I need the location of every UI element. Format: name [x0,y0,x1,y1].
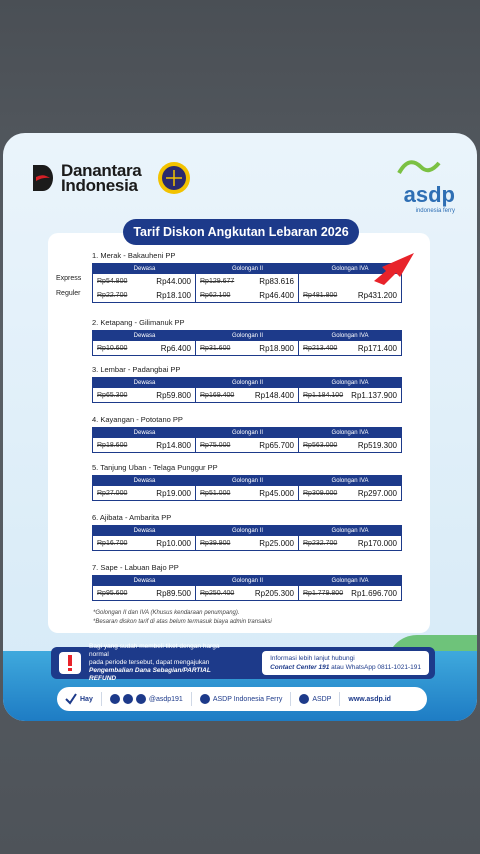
route-table [92,563,402,601]
route-name: 7. Sape - Labuan Bajo PP [92,563,179,572]
fare-cell [93,288,196,302]
discount-price: Rp19.000 [156,488,191,498]
discount-price: Rp65.700 [259,440,294,450]
red-arrow-icon [370,247,426,287]
column-header: Golongan IVA [299,428,401,438]
footnotes [93,609,272,627]
discount-price: Rp1.696.700 [351,588,397,598]
fare-cell [93,586,196,600]
original-price: Rp232.700 [303,539,338,547]
fare-cell [196,486,299,500]
column-header: Golongan IVA [299,331,401,341]
fare-cell [196,536,299,550]
column-header: Dewasa [93,378,196,388]
original-price: Rp31.600 [200,344,231,352]
column-header: Golongan II [196,331,299,341]
column-header: Dewasa [93,331,196,341]
original-price: Rp51.000 [200,489,231,497]
fare-grid [92,427,402,453]
website-label: www.asdp.id [348,695,391,703]
original-price: Rp129.677 [200,277,235,285]
original-price: Rp1.184.100 [303,391,344,399]
discount-price: Rp519.300 [357,440,397,450]
discount-price: Rp205.300 [254,588,294,598]
facebook-link[interactable] [200,694,283,704]
discount-price: Rp170.000 [357,538,397,548]
fare-cell [299,341,401,355]
original-price: Rp309.000 [303,489,338,497]
fare-cell [299,388,401,402]
instagram-icon [110,694,120,704]
youtube-link[interactable] [299,694,331,704]
original-price: Rp169.400 [200,391,235,399]
column-header: Golongan II [196,576,299,586]
original-price: Rp213.400 [303,344,338,352]
service-type-label: Express [56,275,82,282]
discount-price: Rp6.400 [160,343,191,353]
danantara-logo-icon [33,165,53,191]
footnote: *Golongan II dan IVA (Khusus kendaraan penumpang). [93,610,240,616]
footer-bar [57,687,427,711]
original-price: Rp65.300 [97,391,128,399]
ministry-emblem-icon [157,161,191,195]
asdp-wordmark: asdp [403,182,455,207]
hay-check-icon [65,693,77,705]
column-header: Dewasa [93,526,196,536]
refund-line-emphasis: Pengembalian Dana Sebagian/PARTIAL REFUND [89,667,211,682]
original-price: Rp1.779.800 [303,589,344,597]
danantara-line2: Indonesia [61,176,138,195]
discount-price: Rp10.000 [156,538,191,548]
fare-cell [93,388,196,402]
contact-whatsapp: atau WhatsApp 0811-1021-191 [329,664,421,671]
asdp-wave-icon [395,155,455,177]
original-price: Rp481.800 [303,291,338,299]
column-header: Golongan II [196,264,299,274]
discount-price: Rp18.100 [156,290,191,300]
contact-line [270,663,421,672]
route-table [56,251,402,303]
route-name: 6. Ajibata - Ambarita PP [92,513,172,522]
fare-cell [196,341,299,355]
page-title: Tarif Diskon Angkutan Lebaran 2026 [123,219,359,245]
fare-grid [92,330,402,356]
route-table [92,365,402,403]
refund-line: pada periode tersebut, dapat mengajukan [89,659,210,666]
fare-grid [92,525,402,551]
column-header: Golongan IVA [299,264,401,274]
route-table [92,318,402,356]
fare-cell [196,274,299,288]
route-table [92,463,402,501]
discount-price: Rp46.400 [259,290,294,300]
facebook-icon [200,694,210,704]
divider [101,692,102,706]
discount-price: Rp1.137.900 [351,390,397,400]
refund-line: Bagi yang sudah membeli tiket dengan harga normal [89,643,220,658]
original-price: Rp39.900 [200,539,231,547]
fare-cell [196,288,299,302]
discount-price: Rp89.500 [156,588,191,598]
column-header: Golongan II [196,428,299,438]
social-label: @asdp191 [148,695,183,703]
column-header: Dewasa [93,476,196,486]
original-price: Rp62.100 [200,291,231,299]
website-link[interactable] [348,696,391,703]
youtube-icon [299,694,309,704]
discount-price: Rp18.900 [259,343,294,353]
discount-price: Rp45.000 [259,488,294,498]
discount-price: Rp14.800 [156,440,191,450]
x-icon [136,694,146,704]
route-table [92,513,402,551]
discount-price: Rp431.200 [357,290,397,300]
column-header: Dewasa [93,576,196,586]
contact-intro: Informasi lebih lanjut hubungi [270,655,355,662]
column-header: Golongan IVA [299,576,401,586]
asdp-logo [395,155,455,214]
contact-box [262,651,429,675]
column-header: Dewasa [93,264,196,274]
original-price: Rp250.400 [200,589,235,597]
column-header: Golongan II [196,476,299,486]
discount-price: Rp171.400 [357,343,397,353]
fare-grid [92,475,402,501]
column-header: Golongan II [196,378,299,388]
original-price: Rp22.700 [97,291,128,299]
column-header: Golongan IVA [299,476,401,486]
route-name: 4. Kayangan - Pototano PP [92,415,183,424]
fare-cell [196,388,299,402]
poster-card [3,133,477,721]
route-name: 1. Merak - Bakauheni PP [92,251,176,260]
original-price: Rp16.700 [97,539,128,547]
column-header: Dewasa [93,428,196,438]
original-price: Rp75.000 [200,441,231,449]
fare-cell [196,438,299,452]
asdp-tagline: indonesia ferry [415,208,455,214]
fare-cell [299,486,401,500]
route-name: 5. Tanjung Uban - Telaga Punggur PP [92,463,218,472]
column-header: Golongan II [196,526,299,536]
youtube-label: ASDP [312,695,332,703]
fare-cell [299,288,401,302]
original-price: Rp10.600 [97,344,128,352]
discount-price: Rp148.400 [254,390,294,400]
facebook-label: ASDP Indonesia Ferry [212,695,283,703]
divider [339,692,340,706]
hay-app[interactable] [65,693,93,705]
fare-cell [93,341,196,355]
route-name: 3. Lembar - Padangbai PP [92,365,181,374]
fare-grid [92,377,402,403]
fare-cell [93,438,196,452]
fare-cell [299,438,401,452]
original-price: Rp563.000 [303,441,338,449]
warning-icon [59,652,81,674]
original-price: Rp54.800 [97,277,128,285]
fare-cell [299,586,401,600]
contact-center: Contact Center 191 [270,664,330,671]
hay-label: Hay [80,695,93,703]
discount-price: Rp297.000 [357,488,397,498]
fare-grid [92,575,402,601]
column-header: Golongan IVA [299,526,401,536]
discount-price: Rp59.800 [156,390,191,400]
original-price: Rp95.600 [97,589,128,597]
divider [191,692,192,706]
column-header: Golongan IVA [299,378,401,388]
refund-alert [51,643,435,682]
fare-grid [92,263,402,303]
divider [290,692,291,706]
social-handle[interactable] [110,694,183,704]
refund-text [89,643,239,683]
danantara-line1: Danantara [61,161,142,180]
service-type-label: Reguler [56,290,81,297]
original-price: Rp18.600 [97,441,128,449]
fare-cell [93,536,196,550]
tiktok-icon [123,694,133,704]
original-price: Rp27.000 [97,489,128,497]
logo-row [33,161,191,195]
fare-cell [299,536,401,550]
discount-price: Rp25.000 [259,538,294,548]
route-name: 2. Ketapang - Gilimanuk PP [92,318,185,327]
fare-cell [93,486,196,500]
footnote: *Besaran diskon tarif di atas belum termasuk biaya admin transaksi [93,619,272,625]
fare-cell [196,586,299,600]
discount-price: Rp44.000 [156,276,191,286]
fare-cell [93,274,196,288]
danantara-wordmark [61,163,141,193]
route-table [92,415,402,453]
discount-price: Rp83.616 [259,276,294,286]
